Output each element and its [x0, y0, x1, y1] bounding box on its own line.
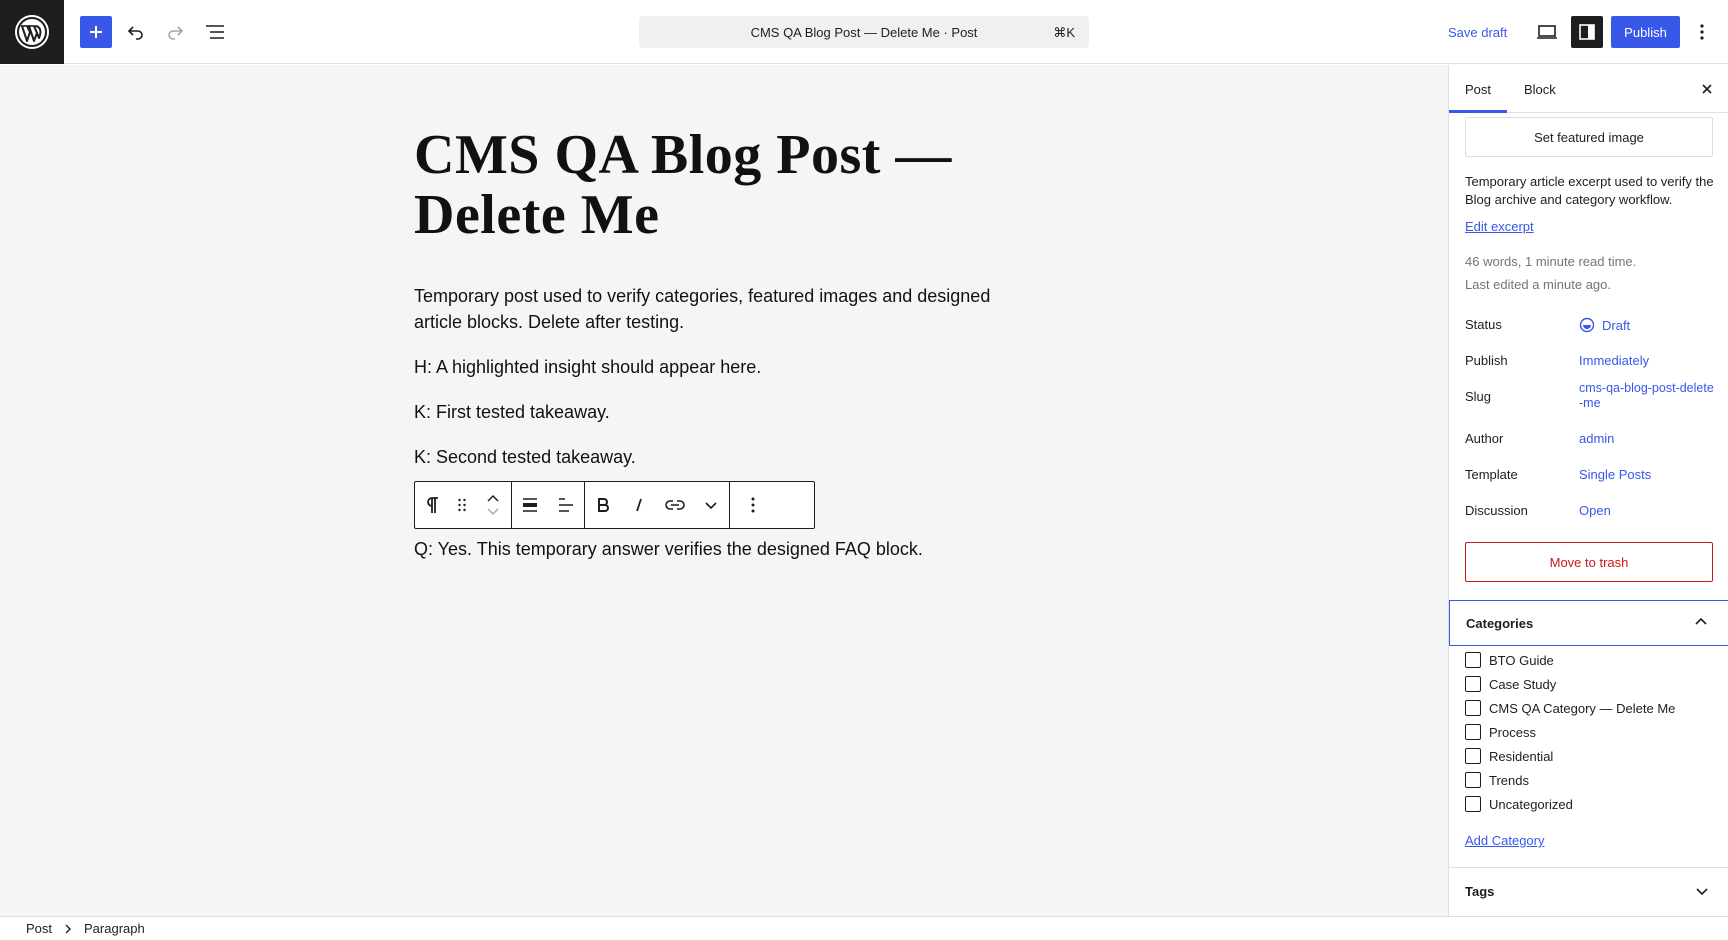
tab-block[interactable]: Block: [1524, 81, 1556, 97]
category-item[interactable]: [1465, 795, 1573, 813]
edit-excerpt-link[interactable]: Edit excerpt: [1465, 219, 1534, 234]
breadcrumb-post[interactable]: Post: [26, 921, 53, 936]
sidebar-icon: [1578, 23, 1596, 41]
options-group: [730, 482, 776, 528]
add-block-button[interactable]: [80, 16, 112, 48]
drag-handle[interactable]: [449, 482, 475, 528]
plus-icon: [88, 24, 104, 40]
post-excerpt: Temporary article excerpt used to verify the Blog archive and category workflow.: [1465, 174, 1714, 207]
tags-panel-toggle[interactable]: [1449, 867, 1728, 915]
author-label: Author: [1465, 431, 1504, 446]
close-sidebar-button[interactable]: [1695, 77, 1719, 101]
alignment-group: [512, 482, 585, 528]
category-checkbox[interactable]: [1465, 748, 1481, 764]
template-label: Template: [1465, 467, 1518, 482]
bold-icon: [596, 497, 610, 513]
slug-button[interactable]: cms-qa-blog-post-delete-me: [1579, 381, 1714, 410]
author-button[interactable]: admin: [1579, 431, 1615, 446]
discussion-label: Discussion: [1465, 503, 1528, 518]
document-overview-button[interactable]: [199, 16, 231, 48]
categories-title: Categories: [1466, 615, 1534, 631]
chevron-down-icon: [1695, 884, 1709, 898]
category-checkbox[interactable]: [1465, 796, 1481, 812]
category-item[interactable]: [1465, 675, 1556, 693]
category-label: Residential: [1489, 748, 1554, 764]
category-checkbox[interactable]: [1465, 700, 1481, 716]
move-block-buttons[interactable]: [475, 482, 511, 528]
status-label: Status: [1465, 317, 1502, 332]
bold-button[interactable]: [585, 482, 621, 528]
last-edited: Last edited a minute ago.: [1465, 277, 1611, 292]
undo-icon: [126, 22, 146, 42]
editor-header: [0, 0, 1728, 64]
paragraph-transform-button[interactable]: [415, 482, 449, 528]
chevron-right-icon: [64, 924, 72, 934]
category-label: BTO Guide: [1489, 652, 1554, 668]
paragraph-block[interactable]: K: First tested takeaway.: [414, 402, 610, 422]
category-item[interactable]: [1465, 771, 1529, 789]
block-options-button[interactable]: [730, 482, 776, 528]
tags-title: Tags: [1465, 884, 1495, 899]
save-draft-button[interactable]: Save draft: [1448, 24, 1508, 40]
set-featured-image-button[interactable]: Set featured image: [1465, 117, 1713, 157]
add-category-link[interactable]: Add Category: [1465, 833, 1545, 848]
close-icon: [1701, 83, 1713, 95]
chevron-up-icon[interactable]: [486, 494, 500, 502]
vertical-ellipsis-icon: [1699, 23, 1705, 41]
category-item[interactable]: [1465, 747, 1553, 765]
wordpress-logo-button[interactable]: [0, 0, 64, 64]
italic-button[interactable]: [621, 482, 657, 528]
paragraph-block[interactable]: H: A highlighted insight should appear here.: [414, 357, 762, 377]
draft-status-icon: [1579, 317, 1595, 333]
redo-button[interactable]: [159, 16, 191, 48]
text-align-button[interactable]: [548, 482, 584, 528]
post-title[interactable]: CMS QA Blog Post — Delete Me: [414, 124, 952, 246]
breadcrumb-paragraph[interactable]: Paragraph: [84, 921, 145, 936]
category-label: Trends: [1489, 772, 1529, 788]
word-count: 46 words, 1 minute read time.: [1465, 254, 1637, 269]
pilcrow-icon: [425, 496, 439, 514]
status-value: Draft: [1602, 317, 1631, 333]
link-icon: [664, 498, 686, 512]
publish-label: Publish: [1465, 353, 1508, 368]
format-group: [585, 482, 730, 528]
category-label: Uncategorized: [1489, 796, 1573, 812]
paragraph-block[interactable]: K: Second tested takeaway.: [414, 447, 636, 467]
more-formats-button[interactable]: [693, 482, 729, 528]
publish-date-button[interactable]: Immediately: [1579, 353, 1650, 368]
slug-label: Slug: [1465, 389, 1492, 404]
chevron-down-icon: [704, 500, 718, 510]
category-item[interactable]: [1465, 651, 1554, 669]
block-align-button[interactable]: [512, 482, 548, 528]
options-menu-button[interactable]: [1688, 16, 1716, 48]
settings-toggle-button[interactable]: [1571, 16, 1603, 48]
category-item[interactable]: [1465, 699, 1675, 717]
document-bar[interactable]: [639, 16, 1089, 48]
category-item[interactable]: [1465, 723, 1536, 741]
command-shortcut: ⌘K: [1053, 25, 1075, 40]
category-checkbox[interactable]: [1465, 724, 1481, 740]
selected-paragraph-block[interactable]: Q: Yes. This temporary answer verifies the designed FAQ block.: [414, 539, 923, 559]
publish-button[interactable]: Publish: [1611, 16, 1680, 48]
block-type-group: [415, 482, 512, 528]
settings-sidebar: [1448, 65, 1728, 916]
category-label: Case Study: [1489, 676, 1557, 692]
category-checkbox[interactable]: [1465, 676, 1481, 692]
category-label: CMS QA Category — Delete Me: [1489, 700, 1676, 716]
move-to-trash-button[interactable]: Move to trash: [1465, 542, 1713, 582]
status-value-button[interactable]: [1579, 317, 1715, 333]
redo-icon: [165, 22, 185, 42]
tab-post[interactable]: Post: [1449, 65, 1507, 113]
list-view-icon: [204, 22, 226, 42]
drag-handle-icon: [457, 497, 467, 513]
chevron-up-icon: [1694, 615, 1708, 629]
editor-canvas: [0, 65, 1448, 916]
breadcrumb: [0, 916, 1728, 940]
undo-button[interactable]: [120, 16, 152, 48]
vertical-ellipsis-icon: [750, 496, 756, 514]
categories-panel-toggle[interactable]: [1449, 600, 1728, 646]
preview-button[interactable]: [1531, 16, 1563, 48]
italic-icon: [632, 497, 646, 513]
category-label: Process: [1489, 724, 1536, 740]
sidebar-tabs: [1449, 65, 1728, 113]
category-checkbox[interactable]: [1465, 652, 1481, 668]
category-checkbox[interactable]: [1465, 772, 1481, 788]
align-left-icon: [556, 496, 576, 514]
document-title: CMS QA Blog Post — Delete Me · Post: [750, 24, 978, 40]
link-button[interactable]: [657, 482, 693, 528]
block-toolbar: [414, 481, 815, 529]
chevron-down-icon[interactable]: [486, 508, 500, 516]
paragraph-block[interactable]: Temporary post used to verify categories, featured images and designed article blocks. Delete after testing.: [414, 286, 991, 332]
template-button[interactable]: Single Posts: [1579, 467, 1652, 482]
desktop-preview-icon: [1536, 23, 1558, 41]
align-wide-icon: [520, 496, 540, 514]
wordpress-icon: [14, 14, 50, 50]
discussion-button[interactable]: Open: [1579, 503, 1611, 518]
